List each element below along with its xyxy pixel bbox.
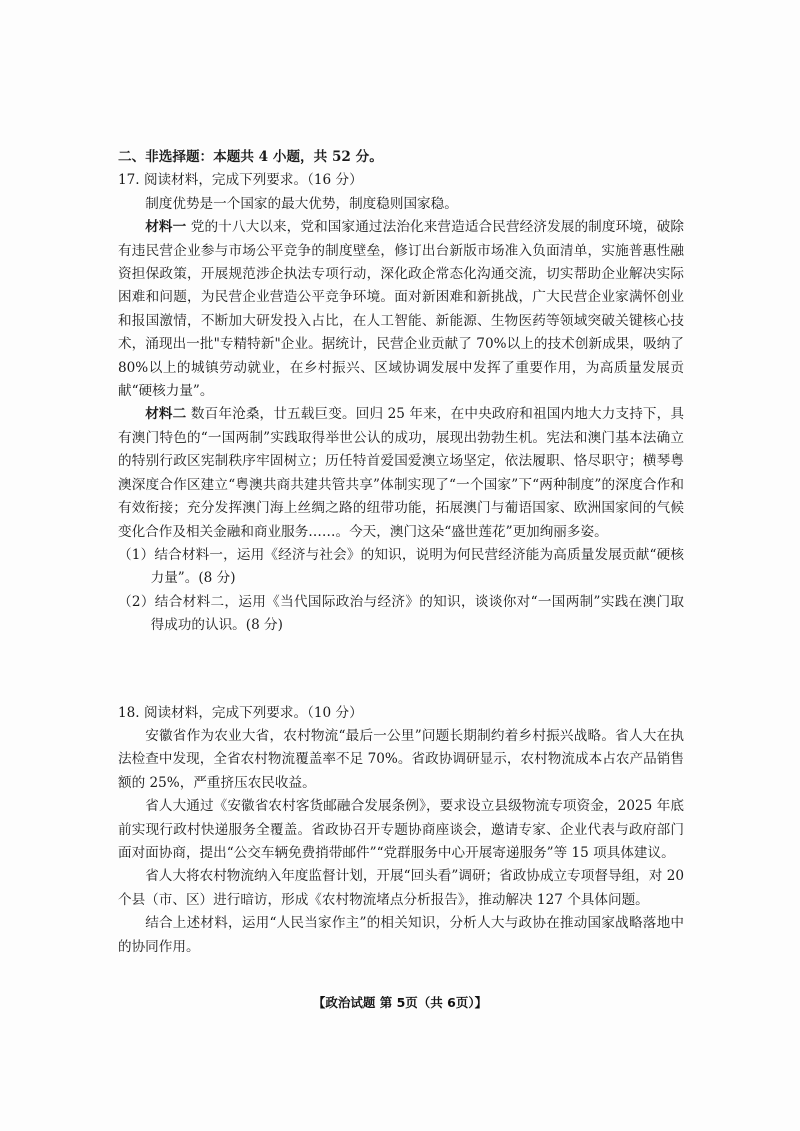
material-1-text: 党的十八大以来，党和国家通过法治化来营造适合民营经济发展的制度环境，破除有违民营企业参与市场公平竞争的制度壁垒，修订出台新版市场准入负面清单，实施普惠性融资担保政策，开展规范涉企执法专项行动，深化政企常态化沟通交流，切实帮助企业解决实际困难和问题，为民营企业营造公平竞争环境。面对新困难和新挑战，广大民营企业家满怀创业和报国激情，不断加大研发投入占比，在人工智能、新能源、生物医药等领域突破关键核心技术，涌现出一批"专精特新"企业。据统计，民营企业贡献了 70%以上的技术创新成果，吸纳了 80%以上的城镇劳动就业，在乡村振兴、区域协调发展中发挥了重要作用，为高质量发展贡献“硬核力量”。 bbox=[118, 219, 685, 400]
q18-stem: 18. 阅读材料，完成下列要求。（10 分） bbox=[118, 704, 363, 721]
q17-material-2 bbox=[118, 403, 684, 543]
q17-stem: 17. 阅读材料，完成下列要求。（16 分） bbox=[118, 172, 363, 189]
q18-paragraph-4: 结合上述材料，运用“人民当家作主”的相关知识，分析人大与政协在推动国家战略落地中的协同作用。 bbox=[118, 915, 684, 955]
exam-content bbox=[118, 146, 684, 959]
q17-material-1 bbox=[118, 216, 684, 403]
material-1-label: 材料一 bbox=[145, 219, 187, 236]
q18-paragraph-3: 省人大将农村物流纳入年度监督计划，开展“回头看”调研；省政协成立专项督导组，对 20 个县（市、区）进行暗访，形成《农村物流堵点分析报告》，推动解决 127 个具体问题。 bbox=[118, 868, 684, 908]
section-title: 二、非选择题：本题共 4 小题，共 52 分。 bbox=[118, 149, 383, 165]
material-2-text: 数百年沧桑，廿五载巨变。回归 25 年来，在中央政府和祖国内地大力支持下，具有澳门特色的“一国两制”实践取得举世公认的成功，展现出勃勃生机。宪法和澳门基本法确立的特别行政区宪制秩序牢固树立；历任特首爱国爱澳立场坚定，依法履职、恪尽职守；横琴粤澳深度合作区建立“粤澳共商共建共管共享”体制实现了“一个国家”下“两种制度”的深度合作和有效衔接；充分发挥澳门海上丝绸之路的纽带功能，拓展澳门与葡语国家、欧洲国家间的气候变化合作及相关金融和商业服务……。今天，澳门这朵“盛世莲花”更加绚丽多姿。 bbox=[118, 406, 685, 540]
q18-paragraph-2: 省人大通过《安徽省农村客货邮融合发展条例》，要求设立县级物流专项资金，2025 年底前实现行政村快递服务全覆盖。省政协召开专题协商座谈会，邀请专家、企业代表与政府部门面对面协商，提出“公交车辆免费捎带邮件”“党群服务中心开展寄递服务”等 15 项具体建议。 bbox=[118, 798, 684, 861]
q18-paragraph-1: 安徽省作为农业大省，农村物流“最后一公里”问题长期制约着乡村振兴战略。省人大在执法检查中发现，全省农村物流覆盖率不足 70%。省政协调研显示，农村物流成本占农产品销售额的 25%，严重挤压农民收益。 bbox=[118, 727, 684, 791]
q17-subquestion-1: （1）结合材料一，运用《经济与社会》的知识，说明为何民营经济能为高质量发展贡献“硬核力量”。(8 分) bbox=[118, 546, 684, 587]
q17-subquestion-2: （2）结合材料二，运用《当代国际政治与经济》的知识，谈谈你对“一国两制”实践在澳门取得成功的认识。(8 分) bbox=[118, 593, 684, 634]
question-17 bbox=[118, 169, 684, 637]
q17-intro: 制度优势是一个国家的最大优势，制度稳则国家稳。 bbox=[145, 195, 458, 212]
material-2-label: 材料二 bbox=[145, 406, 187, 423]
question-18 bbox=[118, 702, 684, 959]
page-footer: 【政治试题 第 5页（共 6页）】 bbox=[312, 995, 488, 1010]
